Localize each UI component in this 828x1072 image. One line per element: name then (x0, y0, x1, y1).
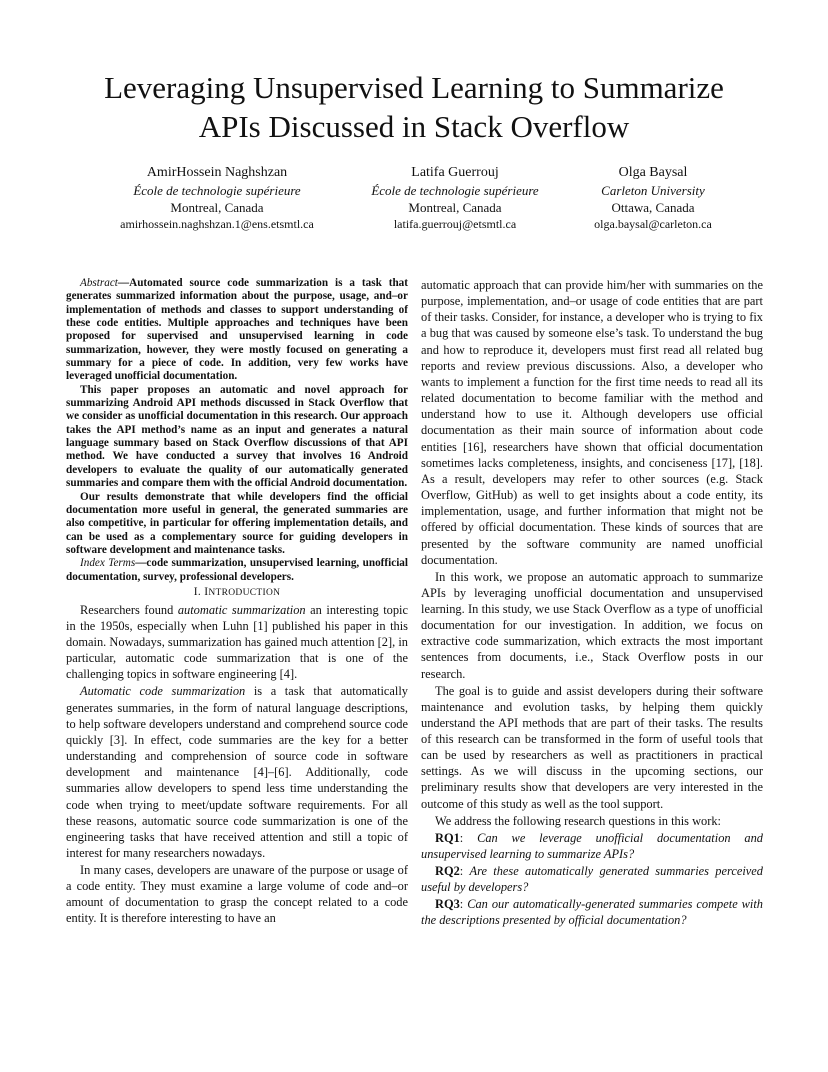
author-location: Montreal, Canada (408, 200, 502, 215)
index-terms: Index Terms—code summarization, unsupervised learning, unofficial documentation, survey, professional developers. (66, 557, 409, 583)
right-paragraph-4: We address the following research questions in this work: (435, 813, 721, 828)
research-question-1: RQ1: Can we leverage unofficial documentation and unsupervised learning to summarize APIs? (421, 830, 763, 861)
author-email: olga.baysal@carleton.ca (594, 217, 712, 231)
intro-paragraph-2: Automatic code summarization is a task that automatically generates summaries, in the form of natural language descriptions, to help software developers understand and comprehend source code quickly [3]. In effect, code summaries are the key for a better understanding and comprehension of source code in software development and maintenance [4]–[6]. Additionally, code summaries allow developers to spend less time understanding the code when trying to meet/update software requirements. For all these reasons, automatic source code summarization is one of the engineering tasks that have received attention and still a topic of interest for many researchers nowadays. (66, 684, 409, 860)
right-paragraph-3: The goal is to guide and assist developers during their software maintenance and evolution tasks, by helping them quickly understand the API methods that are part of their tasks. The results of this research can be transformed in the form of useful tools that can be used by researchers as well as practitioners in practical settings. As we will discuss in the upcoming sections, our preliminary results show that developers are very interested in the outcome of this study as well as the tool support. (421, 683, 763, 811)
intro-paragraph-1: Researchers found automatic summarization an interesting topic in the 1950s, especially when Luhn [1] published his paper in this domain. Nowadays, summarization has gained much attention [2], in particular, automatic code summarization that is one of the challenging topics in software engineering [4]. (66, 602, 408, 682)
abstract-label: Abstract (80, 277, 118, 289)
abstract-paragraph-2: This paper proposes an automatic and novel approach for summarizing Android API methods discussed in Stack Overflow that we consider as unofficial documentation in this research. Our approach takes the API method’s name as an input and generates a natural language summary based on Stack Overflow discussions of that API method. We have conducted a survey that involves 16 Android developers to evaluate the quality of our automatically generated summaries and compare them with the official Android documentation. (66, 383, 408, 490)
abstract-paragraph-1: Abstract—Automated source code summarization is a task that generates summarized information about the purpose, usage, and–or implementation of methods and classes to support understanding of these code entities. Multiple approaches and techniques have been proposed for supervised and unsupervised learning in code summarization, however, they were mostly focused on generating a summary for a piece of code. In addition, very few works have leveraged unofficial documentation. (66, 277, 408, 383)
author-3 (570, 164, 736, 233)
research-question-2: RQ2: Are these automatically generated summaries perceived useful by developers? (421, 863, 763, 894)
author-location: Montreal, Canada (170, 200, 264, 215)
author-name: Olga Baysal (618, 165, 688, 180)
author-2 (350, 164, 560, 233)
abstract (66, 277, 408, 584)
author-name: Latifa Guerrouj (411, 165, 499, 180)
author-location: Ottawa, Canada (611, 200, 695, 215)
right-paragraph-2: In this work, we propose an automatic approach to summarize APIs by leveraging unofficial documentation and unsupervised learning. In this study, we use Stack Overflow as a type of unofficial documentation for our investigation. In addition, we focus on extractive code summarization, which extracts the most important sentences from documents, i.e., Stack Overflow posts in our research. (421, 569, 763, 681)
research-question-3: RQ3: Can our automatically-generated summaries compete with the descriptions presented by official documentation? (421, 896, 763, 927)
author-email: latifa.guerrouj@etsmtl.ca (393, 217, 517, 231)
author-affiliation: École de technologie supérieure (371, 183, 539, 198)
intro-paragraph-3: In many cases, developers are unaware of the purpose or usage of a code entity. They must examine a large volume of code and–or amount of documentation to grasp the concept related to a code entity. It is therefore interesting to have an (66, 862, 408, 926)
right-paragraph-1: automatic approach that can provide him/her with summaries on the purpose, implementation, and–or usage of code entities that are part of their tasks. Consider, for instance, a developer who is trying to fix a bug that was caused by someone else’s task. To understand the bug and how to reproduce it, developers must first read all related bug reports and review previous discussions. Also, a developer who wants to implement a function for the first time needs to read all its related documentation to become familiar with the method and understand how to use it. Although developers use official documentation as their main source of information about code entities [16], researchers have shown that official documentation sometimes lacks completeness, insights, and conciseness [17], [18]. As a result, developers may refer to other sources (e.g. Stack Overflow, GitHub) as well to get insights about a code entity, its implementation, usage, and further information that might not be offered by official documentation. These kinds of sources that are presented by the software community are named unofficial documentation. (421, 278, 763, 567)
title-line-2: APIs Discussed in Stack Overflow (198, 109, 630, 144)
title-line-1: Leveraging Unsupervised Learning to Summarize (104, 70, 724, 105)
index-terms-label: Index Terms (80, 557, 136, 570)
author-1 (98, 164, 336, 233)
abstract-paragraph-3: Our results demonstrate that while developers find the official documentation more useful in general, the generated summaries are also competitive, in particular for offering implementation details, and can be used as a complementary source for guiding developers in software development and maintenance tasks. (66, 490, 408, 556)
author-affiliation: Carleton University (601, 183, 705, 198)
author-affiliation: École de technologie supérieure (133, 183, 301, 198)
paper-title (40, 68, 788, 146)
section-heading-introduction: I. INTRODUCTION (193, 585, 281, 598)
author-name: AmirHossein Naghshzan (146, 165, 288, 180)
left-column (66, 277, 408, 927)
author-block (0, 164, 828, 244)
right-column (421, 277, 763, 929)
author-email: amirhossein.naghshzan.1@ens.etsmtl.ca (120, 217, 314, 231)
